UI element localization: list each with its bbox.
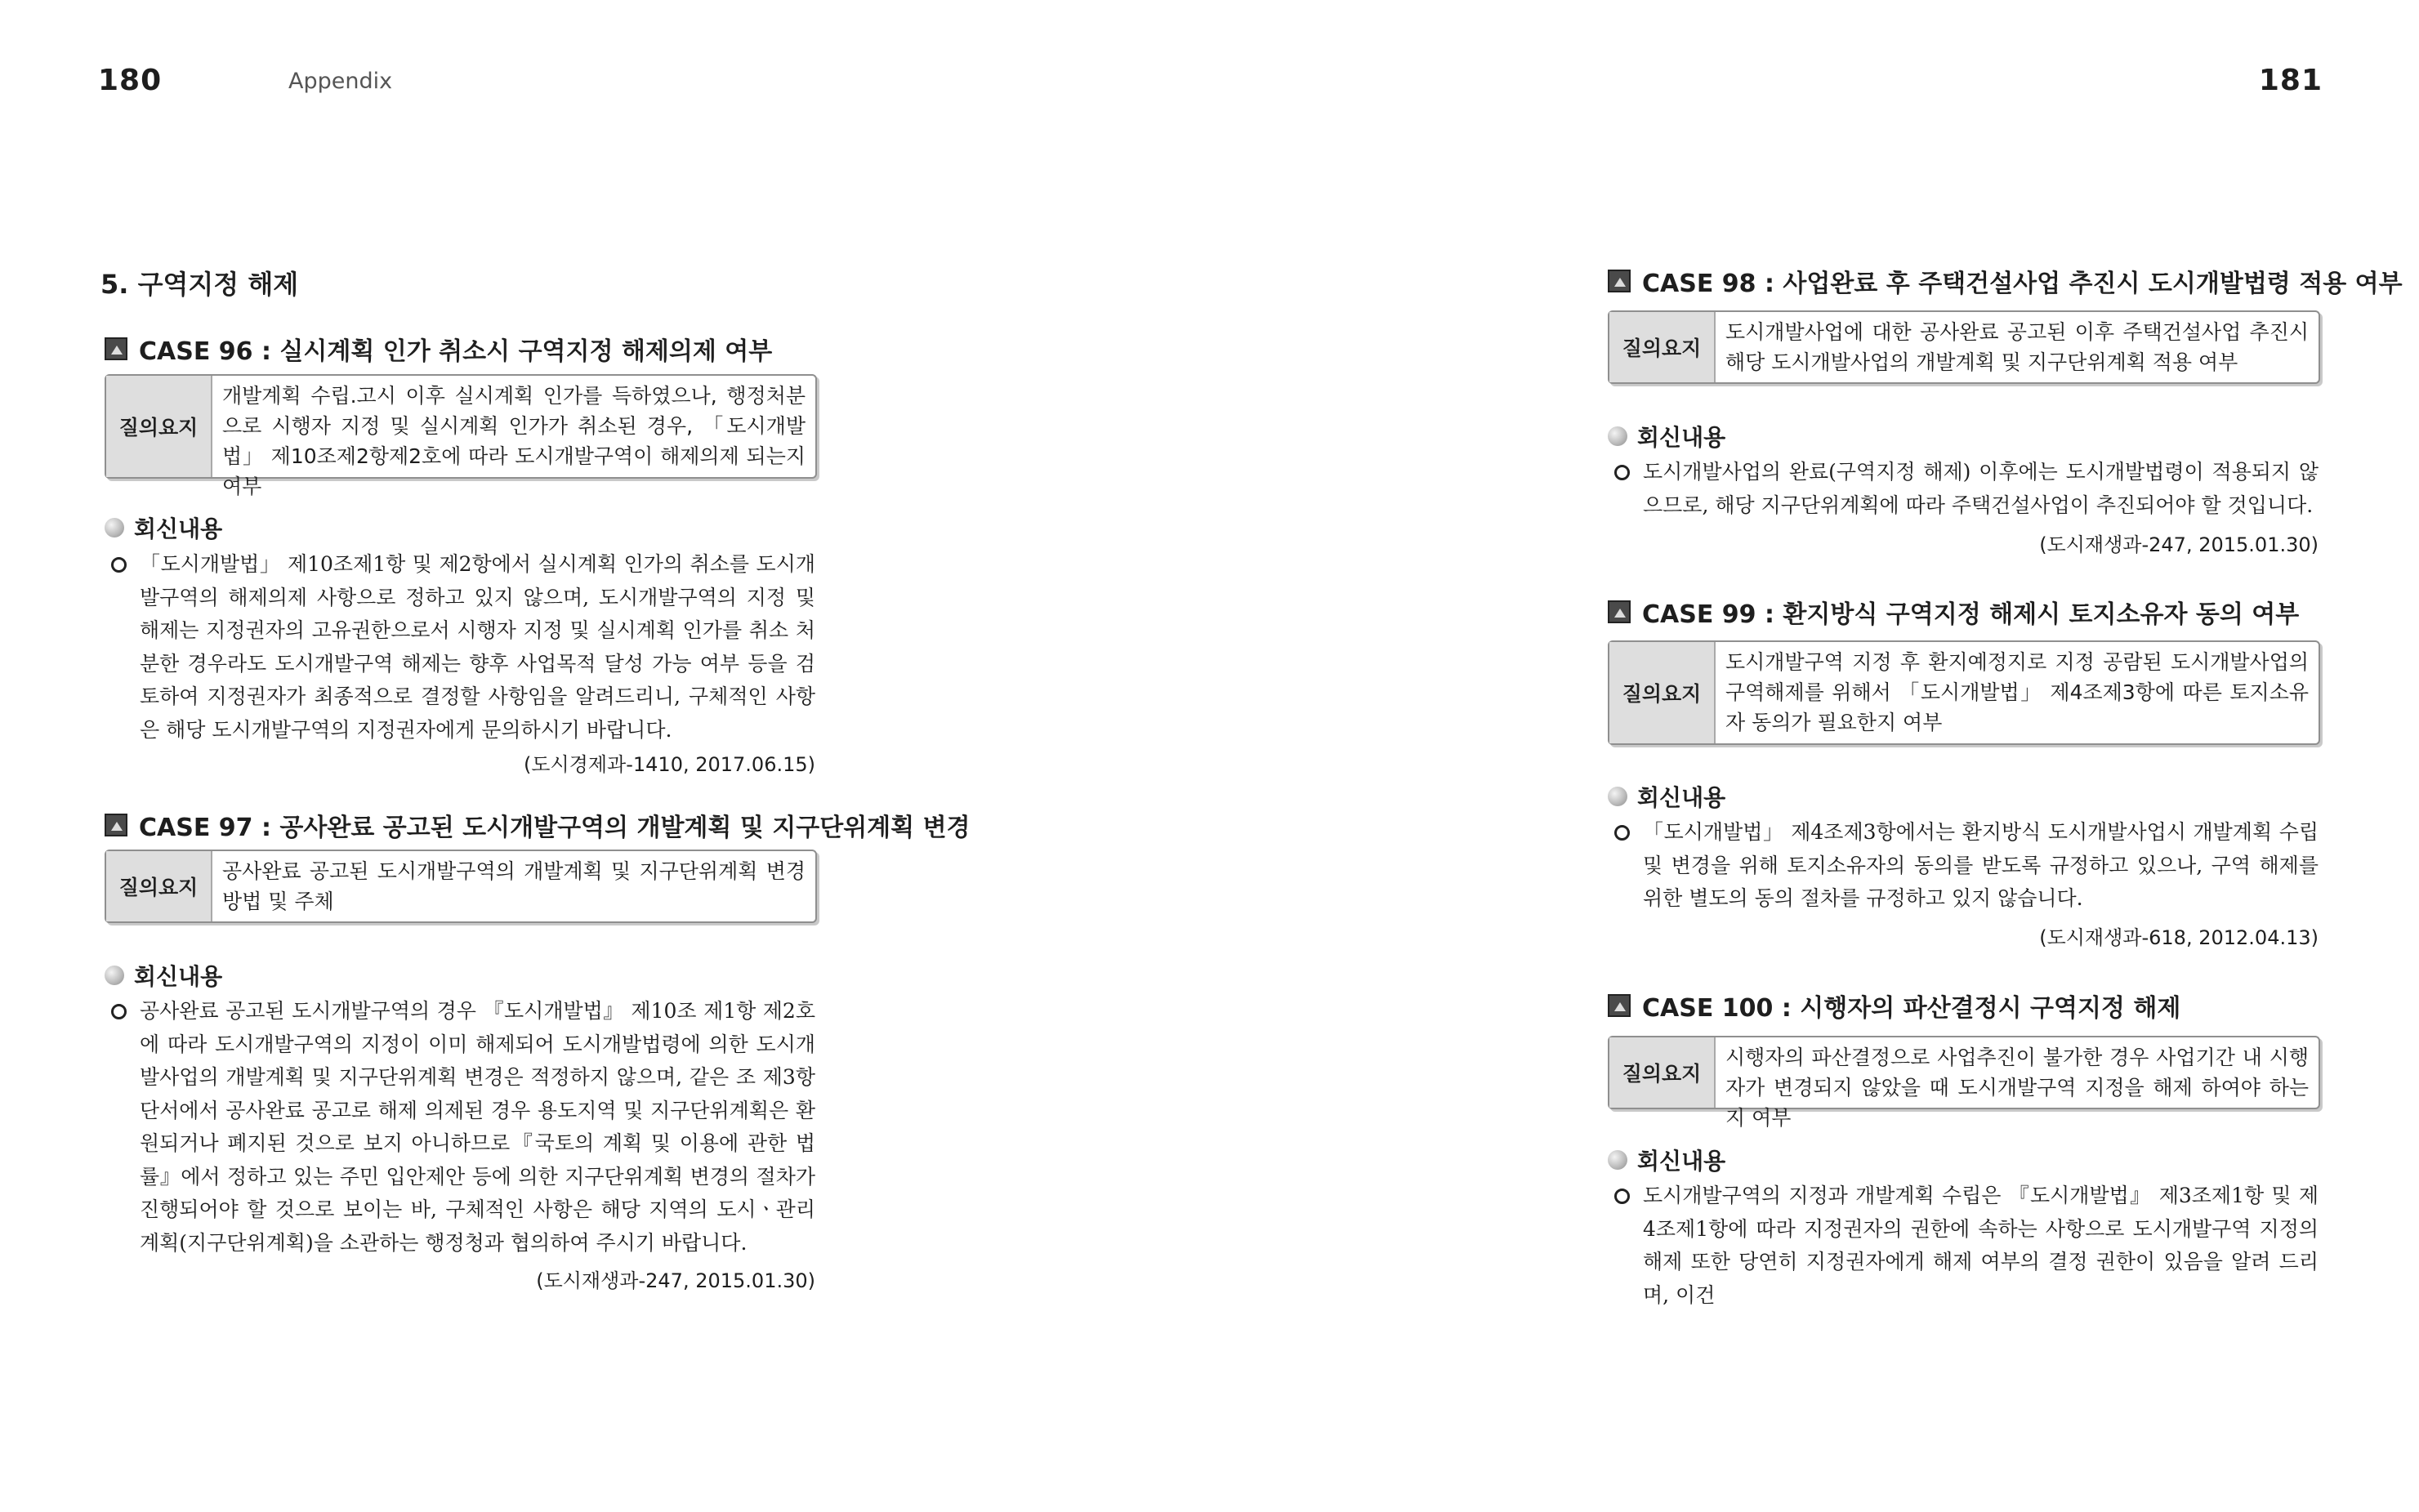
reply-heading-text: 회신내용 xyxy=(1637,1148,1726,1175)
case-97-title xyxy=(105,807,971,843)
bullet-circle-icon xyxy=(1608,426,1627,446)
query-label: 질의요지 xyxy=(106,851,212,921)
source-case-97: (도시재생과-247, 2015.01.30) xyxy=(536,1269,815,1292)
reply-heading-case-100 xyxy=(1608,1144,1725,1176)
reply-heading-text: 회신내용 xyxy=(1637,784,1726,811)
ring-bullet-icon xyxy=(111,1004,127,1019)
case-title-text: CASE 98 : 사업완료 후 주택건설사업 추진시 도시개발법령 적용 여부 xyxy=(1642,270,2403,298)
reply-heading-text: 회신내용 xyxy=(134,963,223,990)
ring-bullet-icon xyxy=(1614,1189,1630,1204)
query-label: 질의요지 xyxy=(1609,312,1716,382)
reply-heading-case-96 xyxy=(105,511,222,544)
bullet-circle-icon xyxy=(105,518,124,537)
ring-bullet-icon xyxy=(1614,465,1630,480)
section-title: 5. 구역지정 해제 xyxy=(100,269,299,300)
query-label: 질의요지 xyxy=(1609,642,1716,743)
query-box-case-96 xyxy=(105,374,817,498)
right-page-number: 181 xyxy=(2258,64,2323,97)
ring-bullet-icon xyxy=(111,557,127,573)
case-icon xyxy=(105,337,127,360)
source-case-98: (도시재생과-247, 2015.01.30) xyxy=(2039,533,2319,556)
case-icon xyxy=(1608,994,1631,1017)
reply-case-99 xyxy=(1614,816,2319,916)
reply-heading-text: 회신내용 xyxy=(1637,424,1726,451)
query-text: 도시개발사업에 대한 공사완료 공고된 이후 주택건설사업 추진시 해당 도시개발사업의 개발계획 및 지구단위계획 적용 여부 xyxy=(1725,320,2309,374)
source-case-96: (도시경제과-1410, 2017.06.15) xyxy=(523,753,815,776)
running-title: Appendix xyxy=(288,69,393,94)
case-100-title xyxy=(1608,988,2180,1024)
reply-heading-text: 회신내용 xyxy=(134,515,223,542)
case-99-title xyxy=(1608,594,2299,630)
query-text: 개발계획 수립.고시 이후 실시계획 인가를 득하였으나, 행정처분으로 시행자 지정 및 실시계획 인가가 취소된 경우, 「도시개발법」 제10조제2항제2호에 따라 도시개발구역이 해제의제 되는지 여부 xyxy=(222,384,806,498)
case-title-text: CASE 96 : 실시계획 인가 취소시 구역지정 해제의제 여부 xyxy=(139,337,773,366)
query-box-case-97 xyxy=(105,850,817,923)
reply-case-100 xyxy=(1614,1180,2319,1312)
bullet-circle-icon xyxy=(1608,1150,1627,1170)
case-title-text: CASE 97 : 공사완료 공고된 도시개발구역의 개발계획 및 지구단위계획 변경 xyxy=(139,814,971,842)
source-case-99: (도시재생과-618, 2012.04.13) xyxy=(2039,926,2319,949)
reply-heading-case-97 xyxy=(105,959,222,992)
query-label: 질의요지 xyxy=(1609,1037,1716,1108)
query-box-case-98 xyxy=(1608,310,2320,384)
case-icon xyxy=(1608,270,1631,292)
reply-case-97 xyxy=(111,995,815,1260)
ring-bullet-icon xyxy=(1614,825,1630,841)
reply-heading-case-98 xyxy=(1608,420,1725,453)
reply-text: 「도시개발법」 제10조제1항 및 제2항에서 실시계획 인가의 취소를 도시개발구역의 해제의제 사항으로 정하고 있지 않으며, 도시개발구역의 지정 및 해제는 지정권자의 고유권한으로서 시행자 지정 및 실시계획 인가를 취소 처분한 경우라도 도시개발구역 해제는 향후 사업목적 달성 가능 여부 등을 검토하여 지정권자가 최종적으로 결정할 사항임을 알려드리니, 구체적인 사항은 해당 도시개발구역의 지정권자에게 문의하시기 바랍니다. xyxy=(140,552,815,742)
reply-case-96 xyxy=(111,548,815,747)
case-96-title xyxy=(105,331,772,367)
reply-text: 공사완료 공고된 도시개발구역의 경우 『도시개발법』 제10조 제1항 제2호에 따라 도시개발구역의 지정이 이미 해제되어 도시개발법령에 의한 도시개발사업의 개발계획 및 지구단위계획 변경은 적정하지 않으며, 같은 조 제3항 단서에서 공사완료 공고로 해제 의제된 경우 용도지역 및 지구단위계획은 환원되거나 폐지된 것으로 보지 아니하므로『국토의 계획 및 이용에 관한 법률』에서 정하고 있는 주민 입안제안 등에 의한 지구단위계획 변경의 절차가 진행되어야 할 것으로 보이는 바, 구체적인 사항은 해당 지역의 도시ㆍ관리계획(지구단위계획)을 소관하는 행정청과 협의하여 주시기 바랍니다. xyxy=(140,999,815,1255)
case-title-text: CASE 99 : 환지방식 구역지정 해제시 토지소유자 동의 여부 xyxy=(1642,600,2300,629)
reply-text: 「도시개발법」 제4조제3항에서는 환지방식 도시개발사업시 개발계획 수립 및 변경을 위해 토지소유자의 동의를 받도록 규정하고 있으나, 구역 해제를 위한 별도의 동의 절차를 규정하고 있지 않습니다. xyxy=(1643,820,2319,910)
query-text: 공사완료 공고된 도시개발구역의 개발계획 및 지구단위계획 변경 방법 및 주체 xyxy=(222,859,806,913)
case-title-text: CASE 100 : 시행자의 파산결정시 구역지정 해제 xyxy=(1642,994,2181,1023)
case-98-title xyxy=(1608,263,2403,299)
case-icon xyxy=(1608,600,1631,623)
reply-text: 도시개발구역의 지정과 개발계획 수립은 『도시개발법』 제3조제1항 및 제4조제1항에 따라 지정권자의 권한에 속하는 사항으로 도시개발구역 지정의 해제 또한 당연히 지정권자에게 해제 여부의 결정 권한이 있음을 알려 드리며, 이건 xyxy=(1643,1184,2319,1307)
query-label: 질의요지 xyxy=(106,376,212,477)
query-text: 도시개발구역 지정 후 환지예정지로 지정 공람된 도시개발사업의 구역해제를 위해서 「도시개발법」 제4조제3항에 따른 토지소유자 동의가 필요한지 여부 xyxy=(1725,650,2309,734)
reply-heading-case-99 xyxy=(1608,780,1725,813)
left-page-number: 180 xyxy=(98,64,163,97)
bullet-circle-icon xyxy=(1608,787,1627,806)
reply-text: 도시개발사업의 완료(구역지정 해제) 이후에는 도시개발법령이 적용되지 않으므로, 해당 지구단위계획에 따라 주택건설사업이 추진되어야 할 것입니다. xyxy=(1643,460,2319,517)
query-text: 시행자의 파산결정으로 사업추진이 불가한 경우 사업기간 내 시행자가 변경되지 않았을 때 도시개발구역 지정을 해제 하여야 하는지 여부 xyxy=(1725,1046,2309,1130)
query-box-case-99 xyxy=(1608,640,2320,745)
query-box-case-100 xyxy=(1608,1036,2320,1130)
reply-case-98 xyxy=(1614,456,2319,522)
case-icon xyxy=(105,814,127,836)
bullet-circle-icon xyxy=(105,966,124,985)
